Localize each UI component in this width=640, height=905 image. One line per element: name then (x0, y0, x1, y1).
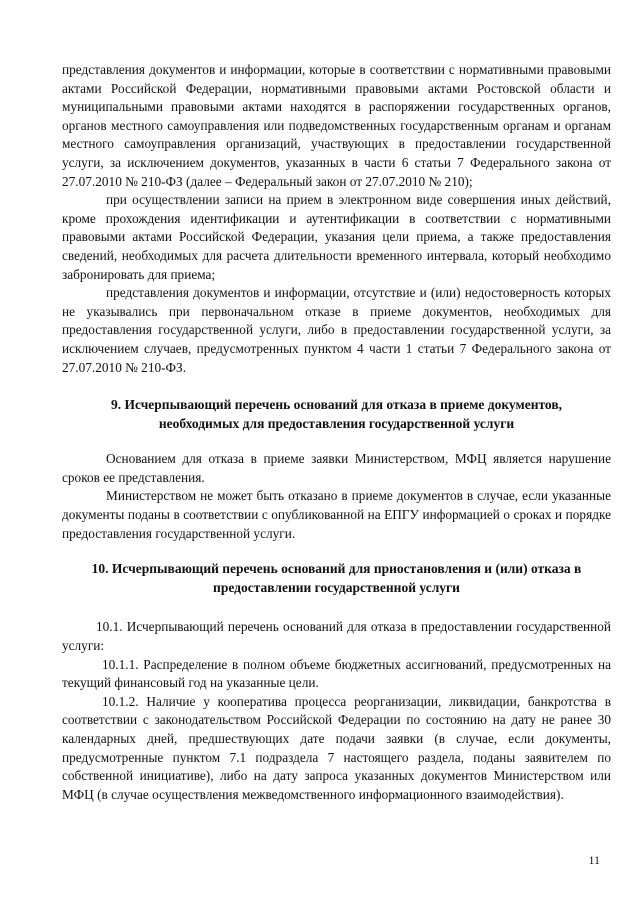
intro-paragraph-2: при осуществлении записи на прием в электронном виде совершения иных действий, кроме прохождения идентификации и аутентификации в соответствии с нормативными правовыми актами Российской Федерации, указания цели приема, а также предоставления сведений, необходимых для расчета длительности временного интервала, который необходимо забронировать для приема; (62, 192, 611, 282)
section-9-paragraph-1: Основанием для отказа в приеме заявки Министерством, МФЦ является нарушение сроков ее представления. (62, 451, 611, 485)
section-10-paragraph-10-1-2: 10.1.2. Наличие у кооператива процесса реорганизации, ликвидации, банкротства в соответствии с законодательством Российской Федерации по состоянию на дату не ранее 30 календарных дней, предшествующих дате подачи заявки (в случае, если документы, предусмотренные пунктом 7.1 подраздела 7 настоящего раздела, поданы заявителем по собственной инициативе), либо на дату запроса указанных документов Министерством или МФЦ (в случае осуществления межведомственного информационного взаимодействия). (62, 693, 611, 802)
section-10-heading-line-2: предоставлении государственной услуги (213, 579, 460, 595)
section-9-heading (62, 396, 611, 433)
document-page (62, 61, 611, 804)
page-number: 11 (588, 853, 600, 867)
section-10-heading (62, 560, 611, 597)
intro-paragraph-1: представления документов и информации, которые в соответствии с нормативными правовыми актами Российской Федерации, нормативными правовыми актами Ростовской области и муниципальными правовыми актами находятся в распоряжении государственных органов, органов местного самоуправления или подведомственных государственным органам и органам местного самоуправления организаций, участвующих в предоставлении государственной услуги, за исключением документов, указанных в части 6 статьи 7 Федерального закона от 27.07.2010 № 210-ФЗ (далее – Федеральный закон от 27.07.2010 № 210); (62, 62, 611, 189)
section-9-heading-line-1: 9. Исчерпывающий перечень оснований для отказа в приеме документов, (110, 397, 563, 413)
section-10-heading-line-1: 10. Исчерпывающий перечень оснований для приостановления и (или) отказа в (91, 561, 582, 577)
section-9-paragraph-2: Министерством не может быть отказано в приеме документов в случае, если указанные документы поданы в соответствии с опубликованной на ЕПГУ информацией о сроках и порядке предоставления государственной услуги. (62, 488, 611, 541)
section-10-paragraph-10-1-1: 10.1.1. Распределение в полном объеме бюджетных ассигнований, предусмотренных на текущий финансовый год на указанные цели. (62, 656, 611, 691)
section-10-paragraph-10-1: 10.1. Исчерпывающий перечень оснований для отказа в предоставлении государственной услуги: (62, 619, 611, 654)
section-9-heading-line-2: необходимых для предоставления государственной услуги (158, 415, 515, 431)
intro-paragraph-3: представления документов и информации, отсутствие и (или) недостоверность которых не указывались при первоначальном отказе в приеме документов, необходимых для предоставления государственной услуги, либо в предоставлении государственной услуги, за исключением случаев, предусмотренных пунктом 4 части 1 статьи 7 Федерального закона от 27.07.2010 № 210-ФЗ. (62, 285, 611, 375)
